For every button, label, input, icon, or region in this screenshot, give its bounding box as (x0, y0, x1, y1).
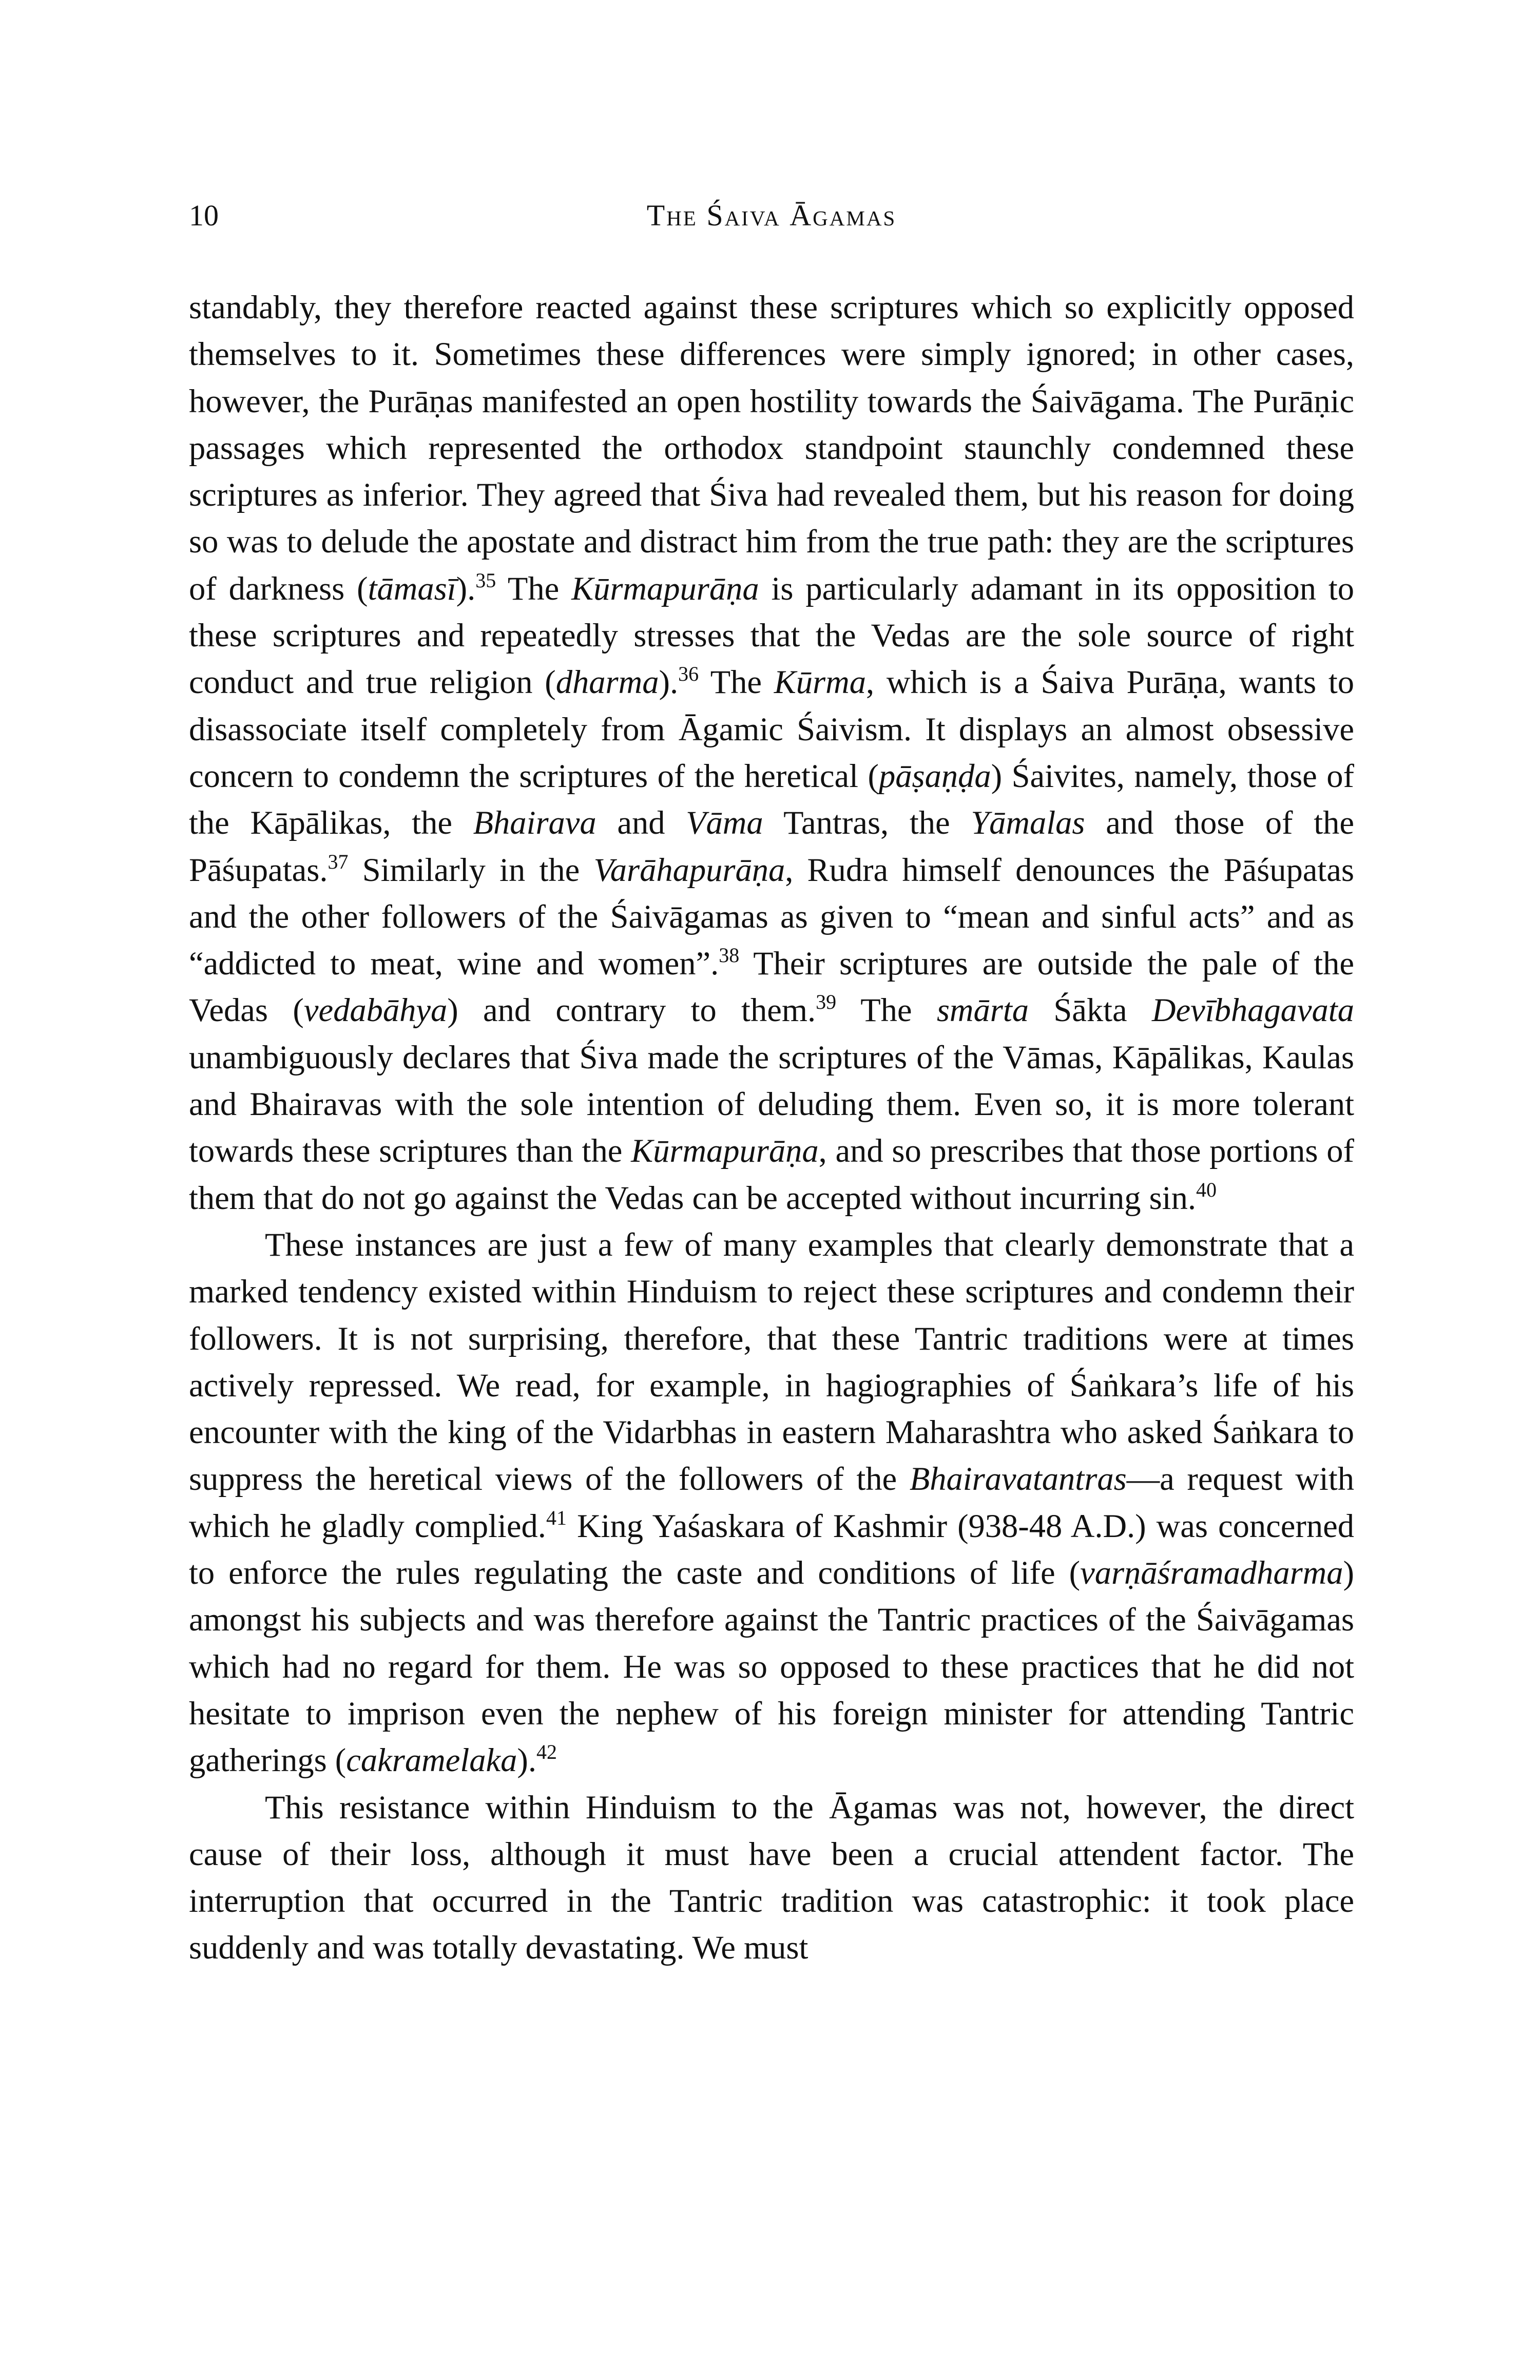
text-run: ) and contrary to them. (447, 992, 816, 1029)
body-text (189, 284, 1354, 1971)
text-run: is particularly adamant in its opposition to these scriptures and repeatedly stresses that the Vedas are the sole source of right conduct and true religion ( (189, 570, 1354, 701)
paragraph (189, 1221, 1354, 1784)
text-run: Similarly in the (348, 851, 594, 888)
italic-term: varṇāśramadharma (1080, 1554, 1343, 1591)
running-head (189, 195, 1354, 236)
text-run: standably, they therefore reacted against these scriptures which so explicitly opposed themselves to it. Sometimes these differences were simply ignored; in other cases, however, the Purāṇas manifested an open hostility towards the Śaivāgama. The Purāṇic passages which represented the orthodox standpoint staunchly condemned these scriptures as inferior. They agreed that Śiva had revealed them, but his reason for doing so was to delude the apostate and distract him from the true path: they are the scriptures of darkness ( (189, 289, 1354, 607)
italic-term: tāmasī (368, 570, 456, 607)
text-run: This resistance within Hinduism to the Āgamas was not, however, the direct cause of their loss, although it must have been a crucial attendent factor. The interruption that occurred in the Tantric tradition was catastrophic: it took place suddenly and was totally devastating. We must (189, 1789, 1354, 1966)
text-run: Tantras, the (763, 804, 971, 841)
italic-term: vedabāhya (303, 992, 448, 1029)
text-run: ) amongst his subjects and was therefore against the Tantric practices of the Śaivāgamas which had no regard for them. He was so opposed to these practices that he did not hesitate to imprison even the nephew of his foreign minister for attending Tantric gatherings ( (189, 1554, 1354, 1779)
footnote-reference: 38 (719, 944, 740, 967)
italic-term: cakramelaka (346, 1742, 517, 1779)
text-run: King Yaśaskara of Kashmir (938-48 A.D.) was concerned to enforce the rules regulating the caste and conditions of life ( (189, 1507, 1354, 1591)
text-run: , which is a Śaiva Purāṇa, wants to disassociate itself completely from Āgamic Śaivism. It displays an almost obsessive concern to condemn the scriptures of the heretical ( (189, 664, 1354, 794)
text-run: unambiguously declares that Śiva made the scriptures of the Vāmas, Kāpālikas, Kaulas and Bhairavas with the sole intention of deluding them. Even so, it is more tolerant towards these scriptures than the (189, 1039, 1354, 1169)
paragraph (189, 1784, 1354, 1971)
text-run: The (496, 570, 572, 607)
italic-term: Bhairavatantras (909, 1461, 1127, 1498)
text-run: ). (659, 664, 679, 701)
text-run: and those of the Pāśupatas. (189, 804, 1354, 888)
italic-term: Bhairava (473, 804, 596, 841)
running-title: The Śaiva Āgamas (646, 199, 897, 232)
italic-term: Kūrma (774, 664, 866, 701)
footnote-reference: 35 (475, 568, 496, 592)
footnote-reference: 41 (546, 1506, 567, 1529)
italic-term: Vāma (686, 804, 763, 841)
text-run: Their scriptures are outside the pale of the Vedas ( (189, 945, 1354, 1029)
italic-term: Kūrmapurāṇa (631, 1133, 819, 1169)
footnote-reference: 37 (328, 850, 349, 873)
italic-term: smārta (936, 992, 1029, 1029)
page-number: 10 (189, 199, 219, 232)
text-run: and (596, 804, 686, 841)
text-run: —a request with which he gladly complied. (189, 1461, 1354, 1544)
paragraph (189, 284, 1354, 1221)
footnote-reference: 42 (536, 1740, 557, 1764)
footnote-reference: 39 (816, 990, 837, 1014)
text-run: These instances are just a few of many examples that clearly demonstrate that a marked tendency existed within Hinduism to reject these scriptures and condemn their followers. It is not surprising, therefore, that these Tantric traditions were at times actively repressed. We read, for example, in hagiographies of Śaṅkara’s life of his encounter with the king of the Vidarbhas in eastern Maharashtra who asked Śaṅkara to suppress the heretical views of the followers of the (189, 1226, 1354, 1498)
text-run: , Rudra himself denounces the Pāśupatas and the other followers of the Śaivāgamas as given to “mean and sinful acts” and as “addicted to meat, wine and women”. (189, 851, 1354, 982)
italic-term: dharma (555, 664, 659, 701)
italic-term: Yāmalas (971, 804, 1085, 841)
italic-term: Devībhagavata (1151, 992, 1354, 1029)
text-run: Śākta (1029, 992, 1152, 1029)
footnote-reference: 40 (1196, 1178, 1217, 1201)
italic-term: pāṣaṇḍa (879, 757, 991, 794)
text-run: ). (517, 1742, 537, 1779)
text-run: ). (456, 570, 476, 607)
text-run: ) Śaivites, namely, those of the Kāpālikas, the (189, 757, 1354, 841)
text-run: The (836, 992, 937, 1029)
italic-term: Kūrmapurāṇa (571, 570, 759, 607)
footnote-reference: 36 (678, 662, 699, 686)
italic-term: Varāhapurāṇa (593, 851, 785, 888)
text-run: , and so prescribes that those portions of them that do not go against the Vedas can be accepted without incurring sin. (189, 1133, 1354, 1216)
text-run: The (699, 664, 774, 701)
